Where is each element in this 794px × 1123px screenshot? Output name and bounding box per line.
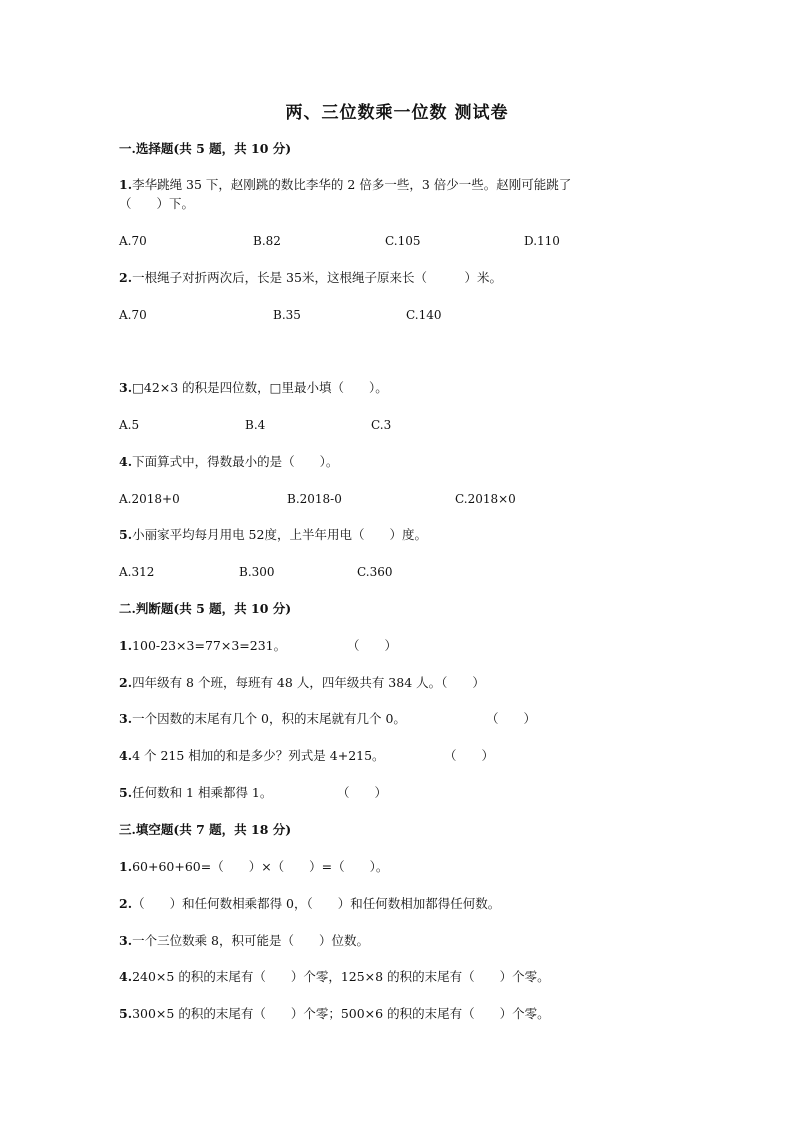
- option-a: A.5: [119, 418, 140, 432]
- option-a: A.70: [119, 234, 147, 248]
- fill-question-1: [119, 859, 388, 875]
- answer-blank: （ ）: [347, 638, 398, 653]
- question-text: 任何数和 1 相乘都得 1。: [132, 785, 273, 800]
- option-c: C.2018×0: [455, 492, 516, 506]
- option-a: A.2018+0: [119, 492, 180, 506]
- option-b: B.300: [239, 565, 275, 579]
- option-c: C.105: [385, 234, 421, 248]
- question-5: [119, 527, 427, 543]
- question-number: 3.: [119, 933, 133, 948]
- section-heading-judge: 二.判断题(共 5 题，共 10 分): [119, 601, 292, 616]
- question-text: 四年级有 8 个班，每班有 48 人，四年级共有 384 人。（ ）: [132, 675, 485, 690]
- question-number: 5.: [119, 527, 133, 542]
- option-b: B.4: [245, 418, 266, 432]
- option-b: B.2018-0: [287, 492, 342, 506]
- question-3: [119, 380, 388, 396]
- question-text: 4 个 215 相加的和是多少？列式是 4+215。: [132, 748, 385, 763]
- answer-blank: （ ）: [444, 748, 495, 763]
- question-text: 60+60+60=（ ）×（ ）=（ ）。: [132, 859, 389, 874]
- question-text: 一个三位数乘 8，积可能是（ ）位数。: [132, 933, 369, 948]
- question-text: □42×3 的积是四位数，□里最小填（ ）。: [132, 380, 388, 395]
- question-number: 4.: [119, 748, 133, 763]
- section-heading-choice: 一.选择题(共 5 题，共 10 分): [119, 141, 292, 156]
- judge-question-2: [119, 675, 485, 691]
- option-b: B.35: [273, 308, 301, 322]
- question-number: 4.: [119, 454, 133, 469]
- question-number: 4.: [119, 969, 133, 984]
- question-number: 5.: [119, 1006, 133, 1021]
- option-c: C.140: [406, 308, 442, 322]
- option-a: A.312: [119, 565, 155, 579]
- judge-question-4: [119, 748, 385, 764]
- fill-question-2: [119, 896, 500, 912]
- question-text: 100-23×3=77×3=231。: [132, 638, 287, 653]
- fill-question-3: [119, 933, 369, 949]
- fill-question-4: [119, 969, 550, 985]
- page-title: 两、三位数乘一位数 测试卷: [285, 103, 509, 123]
- question-text: 李华跳绳 35 下，赵刚跳的数比李华的 2 倍多一些，3 倍少一些。赵刚可能跳了: [132, 177, 572, 192]
- judge-question-5: [119, 785, 272, 801]
- section-heading-fill: 三.填空题(共 7 题，共 18 分): [119, 822, 292, 837]
- question-text: （ ）和任何数相乘都得 0，（ ）和任何数相加都得任何数。: [132, 896, 501, 911]
- question-number: 3.: [119, 711, 133, 726]
- question-number: 5.: [119, 785, 133, 800]
- question-2: [119, 270, 502, 286]
- question-number: 3.: [119, 380, 133, 395]
- judge-question-1: [119, 638, 286, 654]
- question-number: 2.: [119, 896, 133, 911]
- question-text: 下面算式中，得数最小的是（ ）。: [132, 454, 339, 469]
- question-number: 2.: [119, 270, 133, 285]
- question-text: 240×5 的积的末尾有（ ）个零，125×8 的积的末尾有（ ）个零。: [132, 969, 550, 984]
- answer-blank: （ ）: [337, 785, 388, 800]
- question-number: 1.: [119, 177, 133, 192]
- answer-blank: （ ）: [486, 711, 537, 726]
- question-text: 一个因数的末尾有几个 0，积的末尾就有几个 0。: [132, 711, 406, 726]
- option-d: D.110: [524, 234, 560, 248]
- option-c: C.3: [371, 418, 392, 432]
- fill-question-5: [119, 1006, 550, 1022]
- option-a: A.70: [119, 308, 147, 322]
- question-number: 1.: [119, 859, 133, 874]
- question-1-line2: （ ）下。: [119, 196, 195, 211]
- question-text: 一根绳子对折两次后，长是 35米，这根绳子原来长（ ）米。: [132, 270, 502, 285]
- judge-question-3: [119, 711, 406, 727]
- question-text: 小丽家平均每月用电 52度，上半年用电（ ）度。: [132, 527, 427, 542]
- option-c: C.360: [357, 565, 393, 579]
- question-4: [119, 454, 338, 470]
- option-b: B.82: [253, 234, 281, 248]
- question-text: 300×5 的积的末尾有（ ）个零；500×6 的积的末尾有（ ）个零。: [132, 1006, 550, 1021]
- question-number: 1.: [119, 638, 133, 653]
- question-number: 2.: [119, 675, 133, 690]
- question-1: [119, 177, 571, 193]
